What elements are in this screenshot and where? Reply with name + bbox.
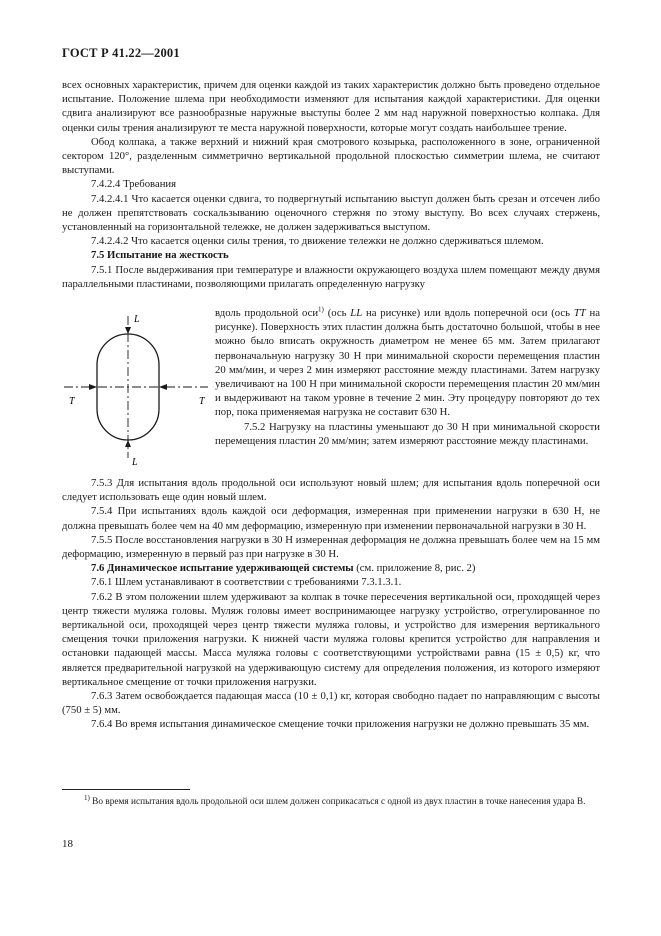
text-run: (ось <box>323 307 351 319</box>
section-heading-bold: 7.6 Динамическое испытание удерживающей системы <box>91 562 354 575</box>
arrow-up-icon <box>125 440 131 447</box>
text-run: на рисунке). Поверхность этих пластин должна быть достаточно большой, чтобы в нее можно было вписать окружность диаметром не менее 65 мм. Затем прилагают первоначальную нагрузку 30 Н при минимальной скорости перемещения пластин 20 мм/мин, и через 2 мин измеряют расстояние между пластинами. Затем нагрузку увеличивают на 100 Н при минимальной скорости перемещения пластин 20 мм/мин и выдерживают на таком уровне в течение 2 мин. Эту процедуру повторяют до тех пор, пока применяемая нагрузка не составит 630 Н. <box>215 307 600 419</box>
paragraph-7-6-2: 7.6.2 В этом положении шлем удерживают за колпак в точке пересечения вертикальной оси, проходящей через центр тяжести муляжа головы. Муляж головы имеет воспринимающее нагрузку устройство, отрегулированное по вертикальной оси, проходящей через центр тяжести муляжа головы, и устройство для измерения вертикального смещения точки приложения нагрузки. К нижней части муляжа головы крепится устройство для направления и остановки падающей массы. Масса муляжа головы с соответствующими устройствами равна (15 ± 0,5) кг, что является предварительной нагрузкой на удерживающую систему для определения положения, из которого измеряют вертикальное смещение от точки приложения нагрузки. <box>62 590 600 688</box>
paragraph-7-5-2: 7.5.2 Нагрузку на пластины уменьшают до 30 Н при минимальной скорости перемещения пластин 20 мм/мин; затем измеряют расстояние между пластинами. <box>215 420 600 447</box>
paragraph: Обод колпака, а также верхний и нижний края смотрового козырька, расположенного в зоне, ограниченной сектором 120°, разделенным симметрично вертикальной продольной плоскостью симметрии шлема, не считают выступами. <box>62 135 600 177</box>
paragraph-7-6-1: 7.6.1 Шлем устанавливают в соответствии с требованиями 7.3.1.3.1. <box>91 576 402 589</box>
section-heading-7-6 <box>62 561 600 575</box>
footnote <box>62 793 600 808</box>
section-heading-tail: (см. приложение 8, рис. 2) <box>353 562 476 575</box>
paragraph-7-5-1-lead: 7.5.1 После выдерживания при температуре и влажности окружающего воздуха шлем помещают между двумя параллельными пластинами, позволяющими прилагать определенную нагрузку <box>62 263 600 290</box>
paragraph-7-5-5: 7.5.5 После восстановления нагрузки в 30 Н измеренная деформация не должна превышать более чем на 15 мм деформацию, измеренную в первый раз при нагрузке в 30 Н. <box>62 533 600 561</box>
top-text-block <box>62 78 600 291</box>
bottom-text-block <box>62 476 600 732</box>
arrow-down-icon <box>125 327 131 334</box>
arrow-left-icon <box>159 384 167 390</box>
footnote-divider <box>62 789 190 790</box>
paragraph-7-6-3: 7.6.3 Затем освобождается падающая масса (10 ± 0,1) кг, которая свободно падает по направляющим с высоты (750 ± 5) мм. <box>62 690 600 717</box>
paragraph-7-5-1-cont <box>215 306 600 420</box>
subsection-heading: 7.4.2.4 Требования <box>91 178 177 191</box>
axis-label-top: L <box>134 314 140 325</box>
wrapped-text-block <box>215 306 600 448</box>
helmet-axes-figure <box>62 308 212 468</box>
axis-label-bottom: L <box>132 457 138 468</box>
arrow-right-icon <box>89 384 97 390</box>
text-run: на рисунке) или вдоль поперечной оси (ось <box>362 307 574 319</box>
paragraph: 7.4.2.4.1 Что касается оценки сдвига, то подвергнутый испытанию выступ должен быть срезан и отсечен либо не должен препятствовать соскальзыванию оценочного стержня по этому выступу. Во всех случаях стержень, установленный на горизонтальной тележке, не должен задерживаться выступом. <box>62 192 600 234</box>
page-number: 18 <box>62 838 73 850</box>
axis-ref-tt: TT <box>573 307 586 319</box>
axis-ref-ll: LL <box>350 307 363 319</box>
axis-label-left: T <box>69 396 75 407</box>
section-heading-7-5: 7.5 Испытание на жесткость <box>91 249 229 262</box>
paragraph-7-5-4: 7.5.4 При испытаниях вдоль каждой оси деформация, измеренная при применении нагрузки в 630 Н, не должна превышать более чем на 40 мм деформацию, измеренную при изменении первоначальной нагрузки в 30 Н. <box>62 505 600 532</box>
page-header: ГОСТ Р 41.22—2001 <box>62 46 180 60</box>
footnote-mark: 1) <box>84 793 90 802</box>
paragraph-7-6-4: 7.6.4 Во время испытания динамическое смещение точки приложения нагрузки не должно превышать 35 мм. <box>91 718 590 731</box>
footnote-text: Во время испытания вдоль продольной оси шлем должен соприкасаться с одной из двух пластин в точке нанесения удара В. <box>89 797 586 807</box>
paragraph-7-5-3: 7.5.3 Для испытания вдоль продольной оси используют новый шлем; для испытания вдоль поперечной оси следует использовать еще один новый шлем. <box>62 477 600 504</box>
text-run: вдоль продольной оси <box>215 307 319 319</box>
axis-label-right: T <box>199 396 205 407</box>
footnote-ref: 1) <box>318 305 324 314</box>
paragraph: 7.4.2.4.2 Что касается оценки силы трения, то движение тележки не должно сдерживаться шлемом. <box>91 235 544 248</box>
paragraph: всех основных характеристик, причем для оценки каждой из таких характеристик должно быть проведено отдельное испытание. Положение шлема при необходимости изменяют для испытания каждой характеристики. Для оценки сдвига анализируют все разнообразные наружные выступы более 2 мм над наружной поверхностью колпака. Для оценки силы трения анализируют те места наружной поверхности, которые могут создать наибольшее трение. <box>62 79 600 134</box>
